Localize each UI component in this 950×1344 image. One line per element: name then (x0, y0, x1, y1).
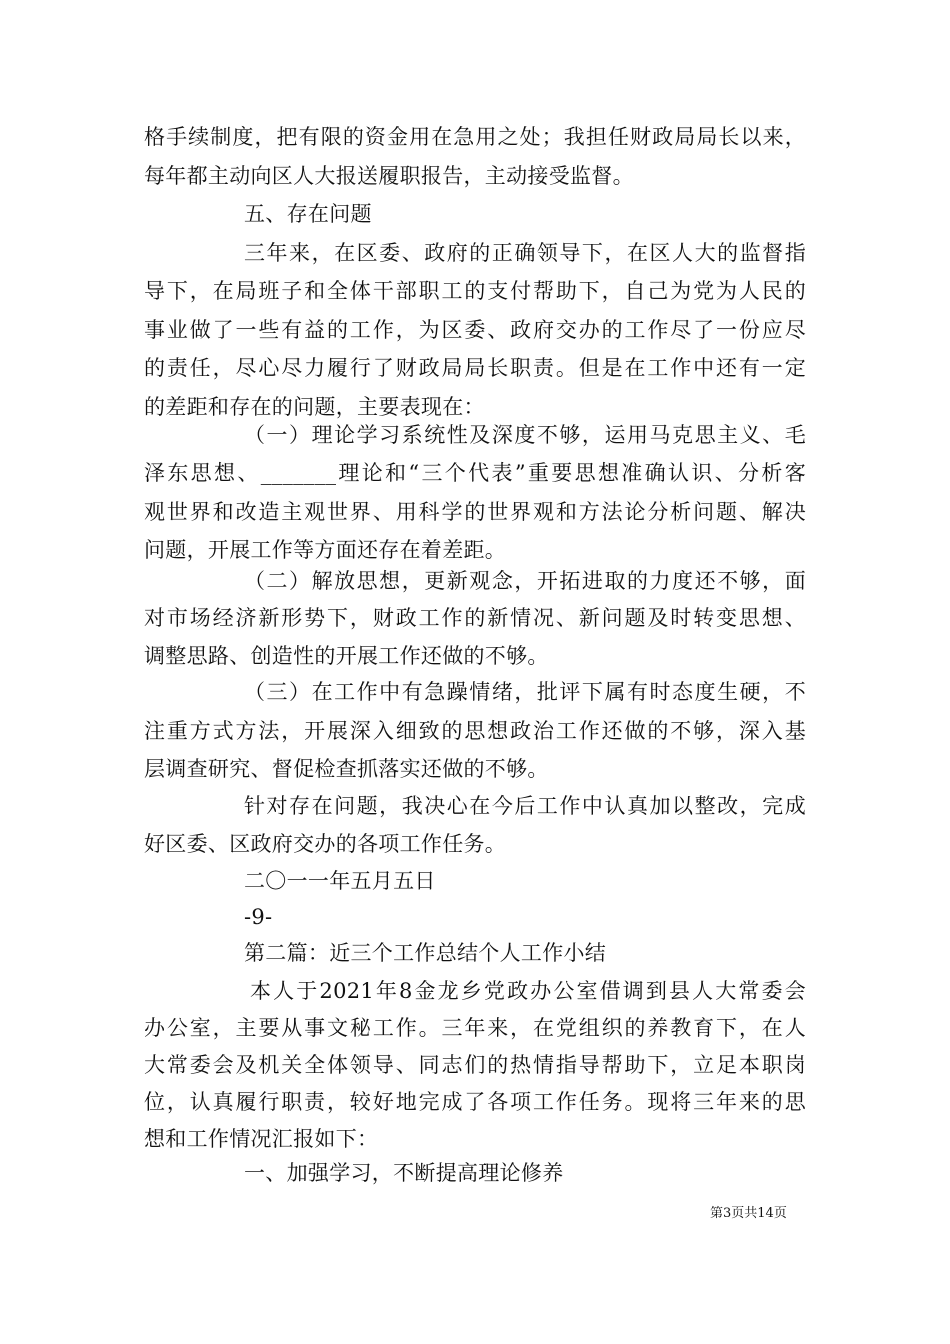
paragraph-line: 办公室，主要从事文秘工作。三年来，在党组织的养教育下，在人 (144, 1016, 806, 1040)
page-marker: -9- (244, 905, 273, 929)
paragraph-line: 想和工作情况汇报如下： (144, 1127, 379, 1151)
paragraph-line: 三年来，在区委、政府的正确领导下，在区人大的监督指 (244, 241, 806, 265)
paragraph-line: 导下，在局班子和全体干部职工的支付帮助下，自己为党为人民的 (144, 279, 806, 303)
paragraph-line: 针对存在问题，我决心在今后工作中认真加以整改，完成 (244, 794, 806, 818)
paragraph-line: 观世界和改造主观世界、用科学的世界观和方法论分析问题、解决 (144, 500, 806, 524)
paragraph-line: 格手续制度，把有限的资金用在急用之处；我担任财政局局长以来， (144, 125, 806, 149)
paragraph-line: （一）理论学习系统性及深度不够，运用马克思主义、毛 (244, 423, 806, 447)
paragraph-line: 层调查研究、督促检查抓落实还做的不够。 (144, 757, 549, 781)
paragraph-line: 的差距和存在的问题，主要表现在： (144, 395, 485, 419)
paragraph-line: 好区委、区政府交办的各项工作任务。 (144, 832, 507, 856)
paragraph-line: （二）解放思想，更新观念，开拓进取的力度还不够，面 (244, 569, 806, 593)
paragraph-line: 调整思路、创造性的开展工作还做的不够。 (144, 644, 549, 668)
section-heading: 五、存在问题 (244, 202, 372, 226)
paragraph-line: （三）在工作中有急躁情绪，批评下属有时态度生硬，不 (244, 680, 806, 704)
paragraph-line: 本人于2021年8金龙乡党政办公室借调到县人大常委会 (250, 979, 806, 1003)
page-number-footer: 第3页共14页 (710, 1206, 787, 1221)
paragraph-line: 对市场经济新形势下，财政工作的新情况、新问题及时转变思想、 (144, 606, 806, 630)
paragraph-line: 问题，开展工作等方面还存在着差距。 (144, 538, 507, 562)
paragraph-line: 注重方式方法，开展深入细致的思想政治工作还做的不够，深入基 (144, 719, 806, 743)
paragraph-line: 的责任，尽心尽力履行了财政局局长职责。但是在工作中还有一定 (144, 356, 806, 380)
section-heading: 一、加强学习，不断提高理论修养 (244, 1161, 564, 1185)
paragraph-line: 事业做了一些有益的工作，为区委、政府交办的工作尽了一份应尽 (144, 318, 806, 342)
chapter-heading: 第二篇：近三个工作总结个人工作小结 (244, 941, 607, 965)
paragraph-line: 位，认真履行职责，较好地完成了各项工作任务。现将三年来的思 (144, 1090, 806, 1114)
paragraph-line: 泽东思想、_______理论和“三个代表”重要思想准确认识、分析客 (144, 461, 806, 485)
paragraph-line: 每年都主动向区人大报送履职报告，主动接受监督。 (144, 164, 634, 188)
paragraph-line: 大常委会及机关全体领导、同志们的热情指导帮助下，立足本职岗 (144, 1053, 806, 1077)
date-line: 二〇一一年五月五日 (244, 869, 436, 893)
